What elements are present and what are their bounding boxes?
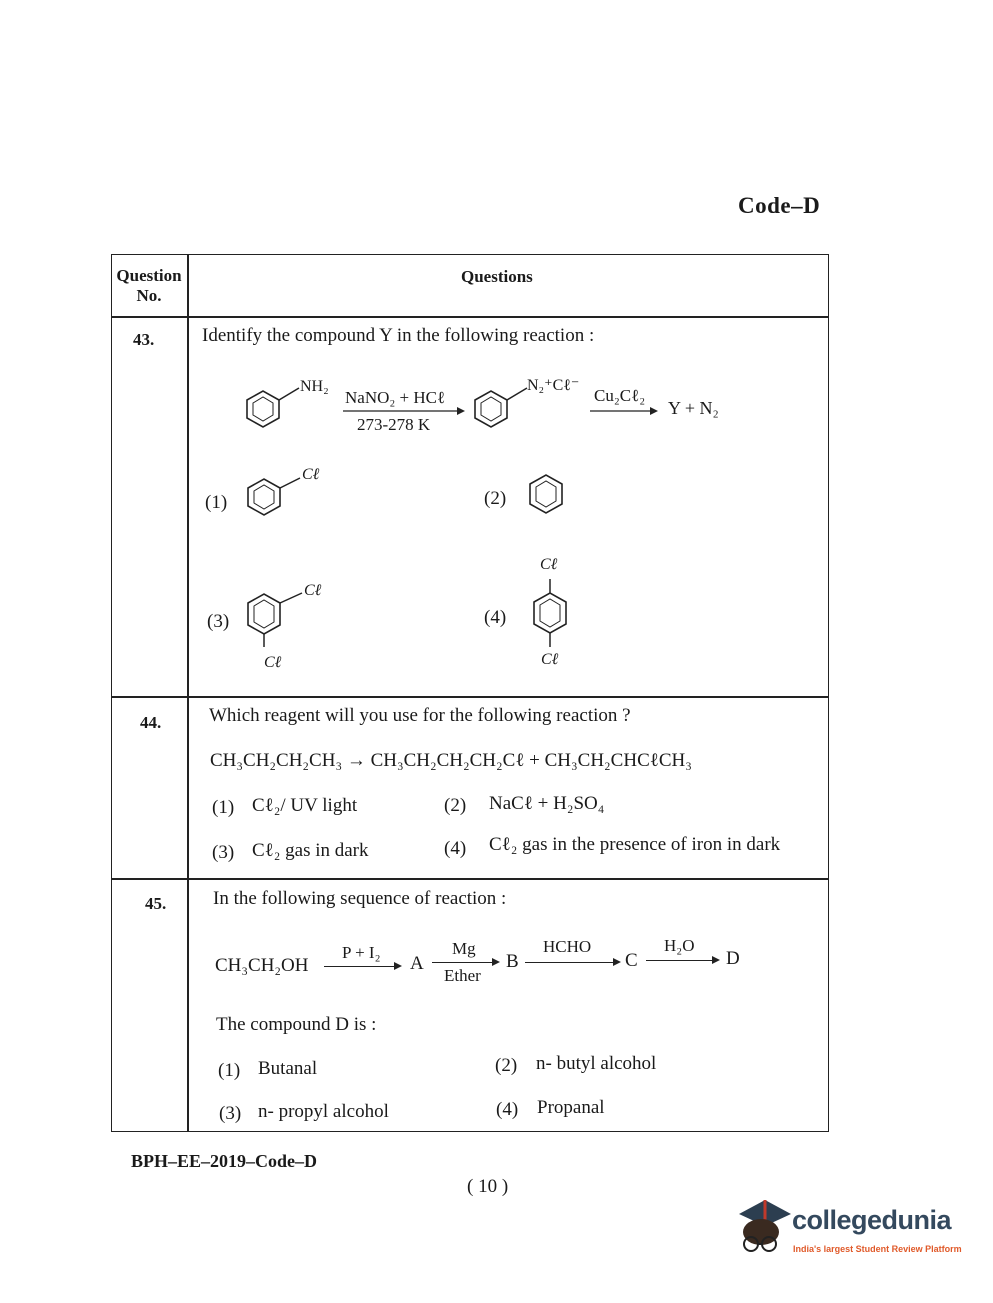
option-45-1-label: (1) — [218, 1060, 241, 1081]
option-45-3-text: n- propyl alcohol — [258, 1101, 389, 1122]
option-43-3-label: (3) — [207, 611, 230, 632]
option-43-1-label: (1) — [205, 492, 228, 513]
option-45-1-text: Butanal — [258, 1058, 318, 1079]
option-43-4-cl-top: Cℓ — [540, 556, 558, 573]
reagent-hcho: HCHO — [543, 937, 592, 956]
header-no-label: No. — [136, 286, 162, 305]
option-43-1-structure — [240, 470, 340, 530]
option-44-4-label: (4) — [444, 838, 467, 859]
column-divider — [187, 255, 189, 1131]
option-43-4-label: (4) — [484, 607, 507, 628]
question-number-44: 44. — [140, 713, 162, 732]
header-question-no — [114, 266, 184, 306]
sequence-arrow-4 — [646, 960, 712, 961]
option-43-2-label: (2) — [484, 488, 507, 509]
sequence-arrow-2 — [432, 962, 492, 963]
option-44-1-label: (1) — [212, 797, 235, 818]
option-44-2-text: NaCℓ + H₂SO₄ — [489, 793, 605, 814]
row-divider-44-45 — [112, 878, 828, 880]
option-45-2-text: n- butyl alcohol — [536, 1053, 657, 1074]
reagent-cu2cl2: Cu₂Cℓ₂ — [594, 386, 646, 405]
option-44-3-text: Cℓ₂ gas in dark — [252, 840, 369, 861]
prompt-45: The compound D is : — [216, 1014, 377, 1035]
option-45-3-label: (3) — [219, 1103, 242, 1124]
reagent-h2o: H₂O — [664, 936, 695, 955]
reaction-arrow-2-head — [650, 407, 658, 415]
code-header: Code–D — [738, 193, 821, 218]
question-text-45: In the following sequence of reaction : — [213, 888, 507, 909]
sequence-arrow-2-head — [492, 958, 500, 966]
reaction-product: Y + N₂ — [668, 398, 719, 418]
final-product-d: D — [726, 948, 740, 969]
collegedunia-logo: collegedunia — [792, 1205, 952, 1235]
page-number: ( 10 ) — [467, 1176, 509, 1197]
sequence-arrow-4-head — [712, 956, 720, 964]
option-44-3-label: (3) — [212, 842, 235, 863]
benzene-ring-aniline — [247, 388, 299, 427]
question-number-45: 45. — [145, 894, 167, 913]
reagent-p-i2: P + I₂ — [342, 943, 381, 962]
header-question-label: Question — [116, 266, 182, 285]
option-45-4-text: Propanal — [537, 1097, 605, 1118]
nh2-group-label: NH₂ — [300, 378, 329, 395]
header-row-divider — [112, 316, 828, 318]
intermediate-a: A — [410, 953, 424, 974]
option-43-4-cl-bottom: Cℓ — [541, 651, 559, 668]
collegedunia-mascot-icon — [735, 1196, 793, 1258]
option-43-3-cl-meta: Cℓ — [304, 582, 322, 599]
reagent-mg: Mg — [452, 939, 476, 958]
footer-code: BPH–EE–2019–Code–D — [131, 1151, 318, 1171]
collegedunia-tagline: India's largest Student Review Platform — [793, 1244, 962, 1254]
intermediate-c: C — [625, 950, 638, 971]
benzene-ring-diazonium — [475, 388, 527, 427]
reagent-nano2-hcl: NaNO₂ + HCℓ — [345, 388, 446, 407]
option-44-2-label: (2) — [444, 795, 467, 816]
reagent-temperature: 273-278 K — [357, 415, 431, 434]
option-45-4-label: (4) — [496, 1099, 519, 1120]
option-44-1-text: Cℓ₂/ UV light — [252, 795, 358, 816]
option-43-1-cl: Cℓ — [302, 466, 320, 483]
sequence-arrow-1 — [324, 966, 394, 967]
sequence-arrow-3 — [525, 962, 613, 963]
option-43-3-cl-bottom: Cℓ — [264, 654, 282, 671]
option-44-4-text: Cℓ₂ gas in the presence of iron in dark — [489, 834, 781, 855]
question-text-43: Identify the compound Y in the following reaction : — [202, 325, 595, 346]
question-text-44: Which reagent will you use for the following reaction ? — [209, 705, 631, 726]
intermediate-b: B — [506, 951, 519, 972]
sequence-arrow-3-head — [613, 958, 621, 966]
start-compound-ethanol: CH₃CH₂OH — [215, 955, 309, 976]
option-43-3-structure — [240, 585, 340, 665]
diazonium-group-label: N₂⁺Cℓ⁻ — [527, 377, 580, 394]
header-questions: Questions — [461, 267, 533, 286]
equation-44: CH₃CH₂CH₂CH₃ → CH₃CH₂CH₂CH₂Cℓ + CH₃CH₂CHCℓCH₃ — [210, 750, 692, 771]
sequence-arrow-1-head — [394, 962, 402, 970]
option-45-2-label: (2) — [495, 1055, 518, 1076]
option-43-2-structure — [520, 468, 580, 528]
reagent-ether: Ether — [444, 966, 481, 985]
reaction-arrow-1-head — [457, 407, 465, 415]
question-number-43: 43. — [133, 330, 155, 349]
row-divider-43-44 — [112, 696, 828, 698]
